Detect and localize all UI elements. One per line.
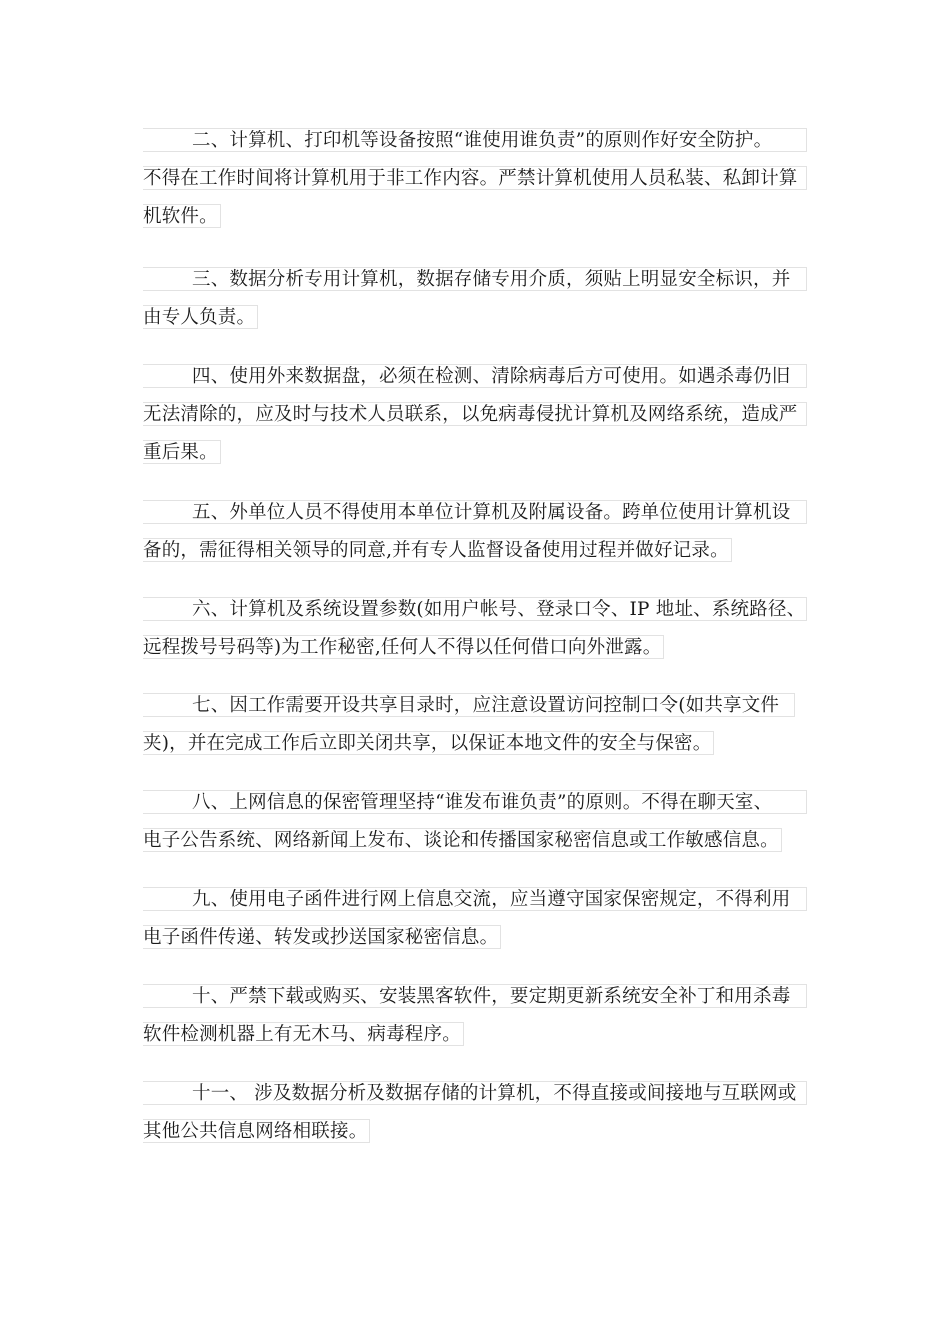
paragraph-line: 远程拨号号码等)为工作秘密,任何人不得以任何借口向外泄露。 bbox=[143, 635, 664, 659]
paragraph-7 bbox=[143, 693, 795, 769]
paragraph-line: 十、严禁下载或购买、安装黑客软件，要定期更新系统安全补丁和用杀毒 bbox=[143, 984, 807, 1008]
paragraph-line: 六、计算机及系统设置参数(如用户帐号、登录口令、IP 地址、系统路径、 bbox=[143, 597, 807, 621]
paragraph-3 bbox=[143, 267, 807, 343]
paragraph-line: 软件检测机器上有无木马、病毒程序。 bbox=[143, 1022, 464, 1046]
paragraph-line: 其他公共信息网络相联接。 bbox=[143, 1119, 370, 1143]
paragraph-line: 夹)，并在完成工作后立即关闭共享，以保证本地文件的安全与保密。 bbox=[143, 731, 714, 755]
paragraph-line: 备的，需征得相关领导的同意,并有专人监督设备使用过程并做好记录。 bbox=[143, 538, 732, 562]
paragraph-line: 三、数据分析专用计算机，数据存储专用介质，须贴上明显安全标识，并 bbox=[143, 267, 807, 291]
paragraph-11 bbox=[143, 1081, 807, 1157]
paragraph-line: 无法清除的，应及时与技术人员联系，以免病毒侵扰计算机及网络系统，造成严 bbox=[143, 402, 807, 426]
paragraph-line: 电子函件传递、转发或抄送国家秘密信息。 bbox=[143, 925, 501, 949]
paragraph-9 bbox=[143, 887, 807, 963]
paragraph-line: 八、上网信息的保密管理坚持“谁发布谁负责”的原则。不得在聊天室、 bbox=[143, 790, 807, 814]
paragraph-2 bbox=[143, 128, 807, 242]
paragraph-line: 七、因工作需要开设共享目录时，应注意设置访问控制口令(如共享文件 bbox=[143, 693, 795, 717]
paragraph-line: 不得在工作时间将计算机用于非工作内容。严禁计算机使用人员私装、私卸计算 bbox=[143, 166, 807, 190]
paragraph-10 bbox=[143, 984, 807, 1060]
paragraph-4 bbox=[143, 364, 807, 478]
paragraph-5 bbox=[143, 500, 807, 576]
paragraph-line: 重后果。 bbox=[143, 440, 221, 464]
paragraph-line: 四、使用外来数据盘，必须在检测、清除病毒后方可使用。如遇杀毒仍旧 bbox=[143, 364, 807, 388]
paragraph-6 bbox=[143, 597, 807, 673]
paragraph-8 bbox=[143, 790, 807, 866]
paragraph-line: 九、使用电子函件进行网上信息交流，应当遵守国家保密规定，不得利用 bbox=[143, 887, 807, 911]
paragraph-line: 二、计算机、打印机等设备按照“谁使用谁负责”的原则作好安全防护。 bbox=[143, 128, 807, 152]
paragraph-line: 机软件。 bbox=[143, 204, 221, 228]
paragraph-line: 五、外单位人员不得使用本单位计算机及附属设备。跨单位使用计算机设 bbox=[143, 500, 807, 524]
paragraph-line: 电子公告系统、网络新闻上发布、谈论和传播国家秘密信息或工作敏感信息。 bbox=[143, 828, 782, 852]
paragraph-line: 十一、 涉及数据分析及数据存储的计算机，不得直接或间接地与互联网或 bbox=[143, 1081, 807, 1105]
paragraph-line: 由专人负责。 bbox=[143, 305, 258, 329]
